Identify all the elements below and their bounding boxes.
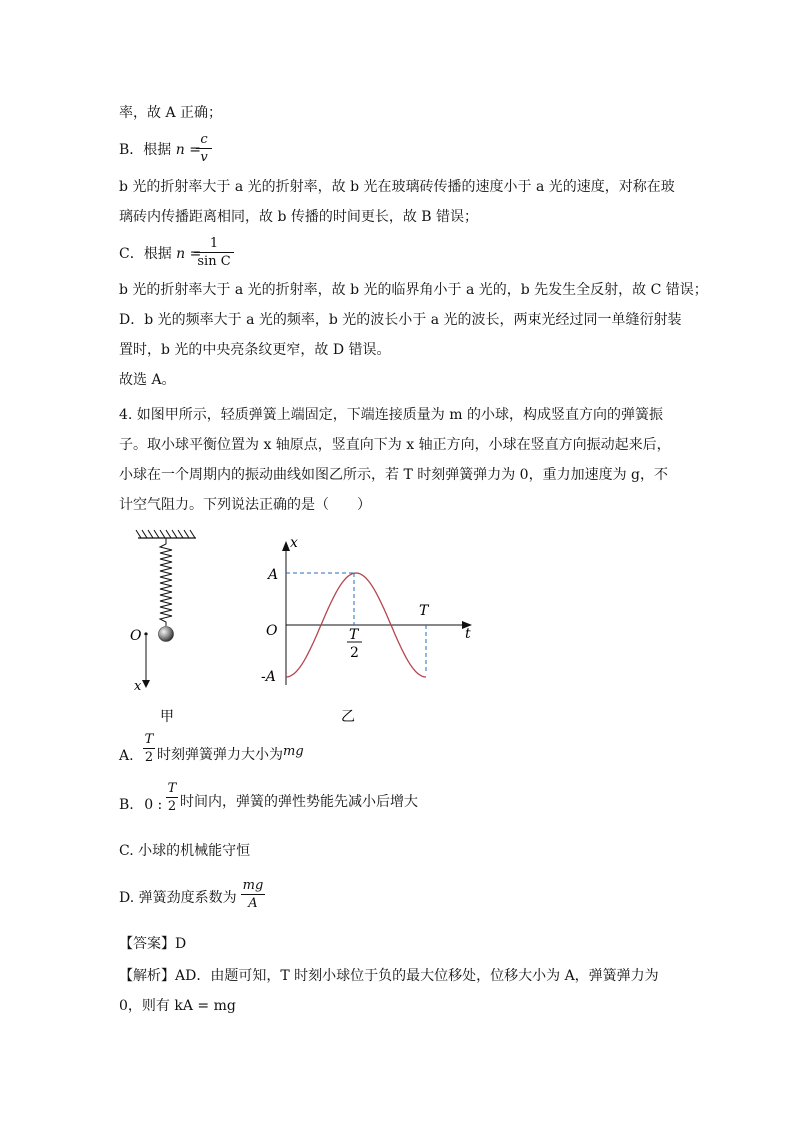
fraction-denominator: v bbox=[200, 150, 208, 165]
option-a-mg: mg bbox=[283, 744, 304, 759]
question-line-1: 4. 如图甲所示，轻质弹簧上端固定，下端连接质量为 m 的小球，构成竖直方向的弹簧振 bbox=[119, 407, 663, 423]
question-line-3: 小球在一个周期内的振动曲线如图乙所示，若 T 时刻弹簧弹力为 0，重力加速度为 g，不 bbox=[119, 467, 669, 483]
fraction-numerator: T bbox=[144, 732, 154, 747]
option-c[interactable]: C. 小球的机械能守恒 bbox=[119, 843, 251, 859]
fraction-denominator: 2 bbox=[144, 750, 154, 765]
fraction-c-over-v bbox=[196, 132, 212, 165]
x-axis-label: x bbox=[290, 535, 298, 551]
equation-n: n = bbox=[175, 142, 201, 158]
text-line-5 bbox=[119, 244, 201, 264]
figure-yi-label: 乙 bbox=[341, 709, 355, 725]
origin-label: O bbox=[130, 628, 142, 644]
text-line-2 bbox=[119, 140, 201, 160]
fraction-denominator: sin C bbox=[197, 254, 231, 269]
fraction-denominator: A bbox=[248, 896, 258, 911]
fraction-numerator: c bbox=[200, 132, 208, 147]
analysis-line-1: 【解析】AD．由题可知，T 时刻小球位于负的最大位移处，位移大小为 A，弹簧弹力为 bbox=[119, 968, 659, 984]
fraction-numerator: mg bbox=[242, 878, 264, 893]
option-a-fraction bbox=[143, 732, 155, 765]
option-c-prefix: C．根据 bbox=[119, 246, 172, 262]
option-b-prefix: B．根据 bbox=[119, 142, 172, 158]
fraction-numerator: T bbox=[167, 781, 177, 796]
figure-jia-label: 甲 bbox=[160, 709, 174, 725]
amplitude-label: A bbox=[268, 567, 279, 583]
displacement-time-graph bbox=[261, 535, 472, 685]
t-axis-label: t bbox=[465, 626, 471, 642]
half-period-num: T bbox=[349, 627, 359, 643]
option-b-fraction bbox=[166, 781, 178, 814]
text-line-9: 故选 A。 bbox=[119, 372, 176, 388]
question-line-2: 子。取小球平衡位置为 x 轴原点，竖直向下为 x 轴正方向，小球在竖直方向振动起来后， bbox=[119, 437, 671, 453]
answer-label: 【答案】D bbox=[119, 936, 187, 952]
figure-spring-oscillator bbox=[0, 525, 794, 765]
ball bbox=[159, 627, 174, 642]
text-line-4: 璃砖内传播距离相同，故 b 传播的时间更长，故 B 错误； bbox=[119, 209, 479, 225]
fraction-numerator: 1 bbox=[209, 236, 219, 251]
option-d-fraction bbox=[241, 878, 265, 911]
text-line-7: D．b 光的频率大于 a 光的频率，b 光的波长小于 a 光的波长，两束光经过同一单缝衍射装 bbox=[119, 312, 682, 328]
option-b-label: B. bbox=[119, 797, 134, 813]
analysis-line-2: 0，则有 kA = mg bbox=[119, 998, 236, 1014]
option-b[interactable] bbox=[119, 795, 162, 815]
option-d[interactable]: D. 弹簧劲度系数为 bbox=[119, 890, 237, 906]
fraction-denominator: 2 bbox=[167, 799, 177, 814]
x-direction-label: x bbox=[134, 679, 142, 694]
question-line-4: 计空气阻力。下列说法正确的是（ ） bbox=[119, 497, 371, 513]
option-a-label: A. bbox=[119, 748, 134, 764]
text-line-3: b 光的折射率大于 a 光的折射率，故 b 光在玻璃砖传播的速度小于 a 光的速度，对称在玻 bbox=[119, 179, 675, 195]
text-line-1: 率，故 A 正确； bbox=[119, 105, 223, 121]
spring-coil bbox=[160, 538, 172, 626]
option-a-text: 时刻弹簧弹力大小为mg bbox=[157, 744, 304, 763]
text-line-6: b 光的折射率大于 a 光的折射率，故 b 光的临界角小于 a 光的，b 先发生全反射，故 C 错误； bbox=[119, 282, 708, 298]
option-b-text: 时间内，弹簧的弹性势能先减小后增大 bbox=[180, 794, 418, 810]
spring-diagram bbox=[130, 530, 196, 694]
text-line-8: 置时，b 光的中央亮条纹更窄，故 D 错误。 bbox=[119, 342, 391, 358]
equation-n: n = bbox=[176, 246, 202, 262]
zero-label: O bbox=[266, 623, 278, 639]
half-period-den: 2 bbox=[350, 645, 359, 661]
option-b-zero: 0 : bbox=[144, 797, 163, 813]
fraction-1-over-sinC bbox=[194, 236, 234, 269]
neg-amplitude-label: -A bbox=[261, 669, 276, 685]
option-a[interactable] bbox=[119, 746, 134, 766]
period-label: T bbox=[419, 603, 429, 619]
